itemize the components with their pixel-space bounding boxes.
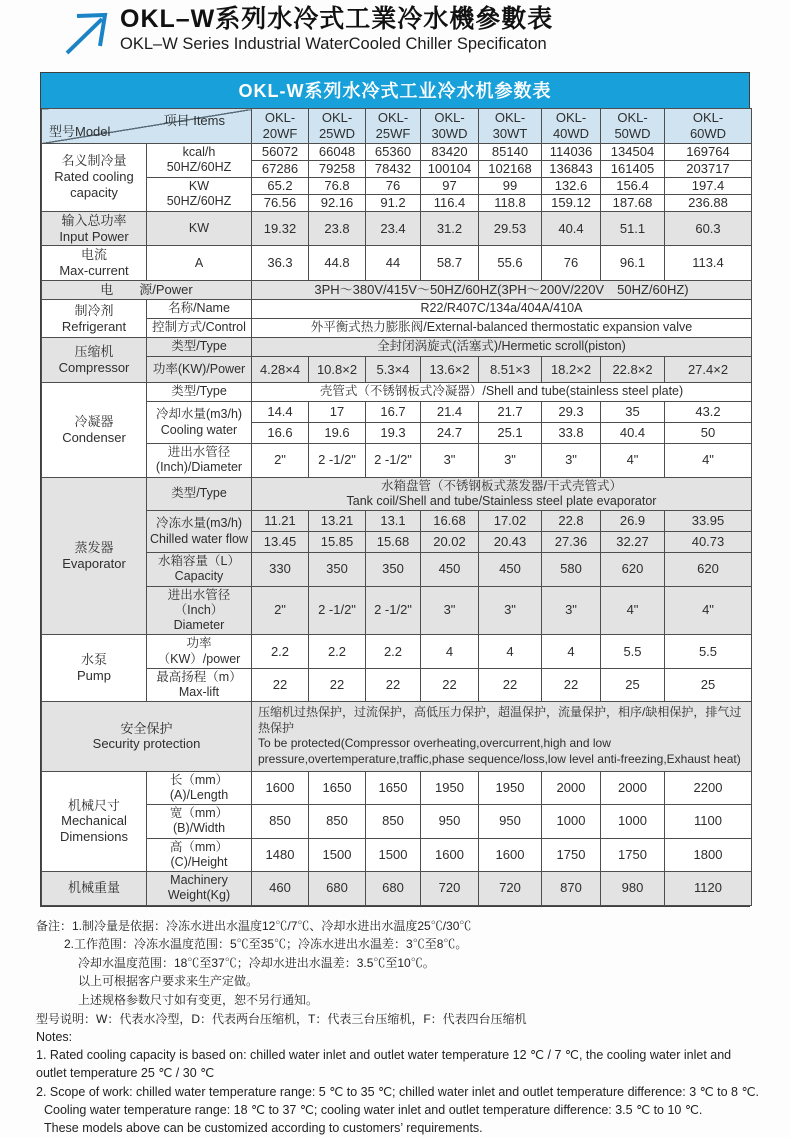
table-row: [42, 281, 752, 300]
value-cell: 450: [479, 553, 542, 587]
table-row: [42, 246, 752, 281]
value-cell: 13.1: [366, 511, 421, 532]
value-cell: 19.3: [366, 423, 421, 444]
value-cell: 65360: [366, 143, 421, 160]
value-cell: 24.7: [421, 423, 479, 444]
refrigerant-control-value: 外平衡式热力膨胀阀/External-balanced thermostatic expansion valve: [252, 319, 752, 338]
model-column-header: OKL- 20WF: [252, 109, 309, 144]
page-title: OKL–W系列水冷式工業冷水機參數表: [120, 5, 554, 33]
item-label-refrigerant-control: 控制方式/Control: [147, 319, 252, 338]
value-cell: 96.1: [601, 246, 665, 281]
value-cell: 83420: [421, 143, 479, 160]
value-cell: 25: [601, 668, 665, 702]
value-cell: 2 -1/2": [366, 586, 421, 635]
section-label-compressor: 压缩机 Compressor: [42, 338, 147, 383]
corner-items-label: 项目 Items: [163, 113, 225, 128]
value-cell: 19.32: [252, 211, 309, 246]
value-cell: 203717: [665, 160, 752, 177]
value-cell: 1100: [665, 805, 752, 839]
corner-cell: [42, 109, 252, 144]
value-cell: 22: [421, 668, 479, 702]
value-cell: 3": [542, 586, 601, 635]
value-cell: 8.51×3: [479, 357, 542, 383]
item-label-cooling-water: 冷却水量(m3/h) Cooling water: [147, 402, 252, 444]
value-cell: 3": [421, 586, 479, 635]
value-cell: 118.8: [479, 194, 542, 211]
note-line: Notes:: [36, 1030, 73, 1045]
item-label-weight: Machinery Weight(Kg): [147, 872, 252, 906]
value-cell: 15.68: [366, 532, 421, 553]
table-row: [42, 511, 752, 532]
value-cell: 3": [479, 444, 542, 478]
value-cell: 720: [479, 872, 542, 906]
table-row: [42, 300, 752, 319]
value-cell: 13.21: [309, 511, 366, 532]
value-cell: 23.4: [366, 211, 421, 246]
value-cell: 1650: [309, 771, 366, 805]
refrigerant-name-value: R22/R407C/134a/404A/410A: [252, 300, 752, 319]
value-cell: 43.2: [665, 402, 752, 423]
value-cell: 950: [421, 805, 479, 839]
value-cell: 20.43: [479, 532, 542, 553]
value-cell: 136843: [542, 160, 601, 177]
table-row: [42, 143, 752, 160]
table-row: [42, 668, 752, 702]
value-cell: 102168: [479, 160, 542, 177]
item-label-kcal: kcal/h 50HZ/60HZ: [147, 143, 252, 177]
value-cell: 161405: [601, 160, 665, 177]
model-column-header: OKL- 25WD: [309, 109, 366, 144]
item-label-pump-power: 功率（KW）/power: [147, 635, 252, 669]
value-cell: 25.1: [479, 423, 542, 444]
spec-table: [41, 108, 752, 906]
value-cell: 40.73: [665, 532, 752, 553]
value-cell: 950: [479, 805, 542, 839]
value-cell: 76: [542, 246, 601, 281]
model-column-header: OKL- 25WF: [366, 109, 421, 144]
note-line: 备注：1.制冷量是依据：冷冻水进出水温度12℃/7℃、冷却水进出水温度25℃/30℃: [36, 918, 472, 933]
value-cell: 33.95: [665, 511, 752, 532]
value-cell: 4": [665, 586, 752, 635]
section-label-evaporator: 蒸发器 Evaporator: [42, 477, 147, 635]
compressor-type-value: 全封闭涡旋式(活塞式)/Hermetic scroll(piston): [252, 338, 752, 357]
value-cell: 1950: [479, 771, 542, 805]
value-cell: 58.7: [421, 246, 479, 281]
value-cell: 680: [309, 872, 366, 906]
value-cell: 720: [421, 872, 479, 906]
value-cell: 97: [421, 177, 479, 194]
value-cell: 580: [542, 553, 601, 587]
value-cell: 1000: [542, 805, 601, 839]
table-row: [42, 872, 752, 906]
item-label-condenser-type: 类型/Type: [147, 383, 252, 402]
value-cell: 44.8: [309, 246, 366, 281]
value-cell: 4: [479, 635, 542, 669]
value-cell: 76.8: [309, 177, 366, 194]
value-cell: 67286: [252, 160, 309, 177]
value-cell: 26.9: [601, 511, 665, 532]
value-cell: 16.7: [366, 402, 421, 423]
value-cell: 1650: [366, 771, 421, 805]
value-cell: 10.8×2: [309, 357, 366, 383]
value-cell: 1000: [601, 805, 665, 839]
value-cell: 19.6: [309, 423, 366, 444]
table-row: [42, 109, 752, 144]
value-cell: 980: [601, 872, 665, 906]
value-cell: 14.4: [252, 402, 309, 423]
value-cell: 116.4: [421, 194, 479, 211]
value-cell: 2.2: [252, 635, 309, 669]
value-cell: 78432: [366, 160, 421, 177]
note-line: 2.工作范围：冷冻水温度范围：5℃至35℃；冷冻水进出水温差：3℃至8℃。: [64, 937, 468, 952]
item-label-evaporator-pipe: 进出水管径（Inch） Diameter: [147, 586, 252, 635]
value-cell: 4": [601, 586, 665, 635]
value-cell: 4": [665, 444, 752, 478]
table-row: [42, 553, 752, 587]
item-label-current-unit: A: [147, 246, 252, 281]
section-label-cooling: 名义制冷量 Rated cooling capacity: [42, 143, 147, 211]
value-cell: 2200: [665, 771, 752, 805]
model-column-header: OKL- 30WD: [421, 109, 479, 144]
notes-section: [36, 917, 760, 1137]
value-cell: 1750: [601, 838, 665, 872]
section-label-pump: 水泵 Pump: [42, 635, 147, 702]
value-cell: 350: [309, 553, 366, 587]
value-cell: 850: [366, 805, 421, 839]
value-cell: 44: [366, 246, 421, 281]
value-cell: 460: [252, 872, 309, 906]
table-title: OKL-W系列水冷式工业冷水机参数表: [41, 73, 749, 108]
value-cell: 92.16: [309, 194, 366, 211]
value-cell: 17.02: [479, 511, 542, 532]
section-label-max-current: 电流 Max-current: [42, 246, 147, 281]
value-cell: 51.1: [601, 211, 665, 246]
value-cell: 22.8×2: [601, 357, 665, 383]
value-cell: 22: [309, 668, 366, 702]
note-line: 冷却水温度范围：18℃至37℃；冷却水进出水温差：3.5℃至10℃。: [78, 955, 435, 970]
model-column-header: OKL- 60WD: [665, 109, 752, 144]
value-cell: 350: [366, 553, 421, 587]
table-row: [42, 383, 752, 402]
item-label-input-power-unit: KW: [147, 211, 252, 246]
value-cell: 100104: [421, 160, 479, 177]
value-cell: 65.2: [252, 177, 309, 194]
table-row: [42, 838, 752, 872]
value-cell: 1800: [665, 838, 752, 872]
value-cell: 33.8: [542, 423, 601, 444]
table-row: [42, 635, 752, 669]
value-cell: 18.2×2: [542, 357, 601, 383]
value-cell: 2000: [601, 771, 665, 805]
section-label-condenser: 冷凝器 Condenser: [42, 383, 147, 478]
note-line: Cooling water temperature range: 18 ℃ to 37 ℃; cooling water inlet and outlet temperature difference: 3.5 ℃ to 10 ℃.: [44, 1102, 703, 1117]
value-cell: 870: [542, 872, 601, 906]
value-cell: 56072: [252, 143, 309, 160]
table-row: [42, 357, 752, 383]
item-label-width: 宽（mm）(B)/Width: [147, 805, 252, 839]
value-cell: 197.4: [665, 177, 752, 194]
value-cell: 620: [665, 553, 752, 587]
table-row: [42, 477, 752, 511]
value-cell: 2": [252, 586, 309, 635]
item-label-kw: KW 50HZ/60HZ: [147, 177, 252, 211]
value-cell: 31.2: [421, 211, 479, 246]
value-cell: 2.2: [309, 635, 366, 669]
model-column-header: OKL- 30WT: [479, 109, 542, 144]
note-line: 型号说明：W：代表水冷型，D：代表两台压缩机，T：代表三台压缩机，F：代表四台压缩机: [36, 1011, 527, 1026]
note-line: 2. Scope of work: chilled water temperature range: 5 ℃ to 35 ℃; chilled water inlet and outlet temperature difference: 3 ℃ to 8 ℃.: [36, 1084, 759, 1099]
value-cell: 1500: [366, 838, 421, 872]
value-cell: 187.68: [601, 194, 665, 211]
value-cell: 35: [601, 402, 665, 423]
value-cell: 236.88: [665, 194, 752, 211]
value-cell: 13.45: [252, 532, 309, 553]
table-row: [42, 338, 752, 357]
value-cell: 2.2: [366, 635, 421, 669]
note-line: 1. Rated cooling capacity is based on: chilled water inlet and outlet water temperature 12 ℃ / 7 ℃, the cooling water inlet and outlet temperature 25 ℃ / 30 ℃: [36, 1048, 732, 1081]
value-cell: 55.6: [479, 246, 542, 281]
item-label-evaporator-type: 类型/Type: [147, 477, 252, 511]
value-cell: 20.02: [421, 532, 479, 553]
value-cell: 3": [421, 444, 479, 478]
item-label-max-lift: 最高扬程（m） Max-lift: [147, 668, 252, 702]
value-cell: 330: [252, 553, 309, 587]
item-label-height: 高（mm）(C)/Height: [147, 838, 252, 872]
value-cell: 85140: [479, 143, 542, 160]
value-cell: 114036: [542, 143, 601, 160]
value-cell: 2": [252, 444, 309, 478]
value-cell: 27.36: [542, 532, 601, 553]
value-cell: 1120: [665, 872, 752, 906]
section-label-input-power: 输入总功率 Input Power: [42, 211, 147, 246]
value-cell: 1950: [421, 771, 479, 805]
value-cell: 4.28×4: [252, 357, 309, 383]
value-cell: 850: [309, 805, 366, 839]
value-cell: 4": [601, 444, 665, 478]
value-cell: 66048: [309, 143, 366, 160]
table-row: [42, 805, 752, 839]
value-cell: 91.2: [366, 194, 421, 211]
value-cell: 13.6×2: [421, 357, 479, 383]
value-cell: 15.85: [309, 532, 366, 553]
corner-model-label: 型号Model: [49, 123, 111, 139]
table-row: [42, 702, 752, 771]
value-cell: 11.21: [252, 511, 309, 532]
note-line: These models above can be customized according to customers’ requirements.: [44, 1120, 483, 1135]
value-cell: 1600: [421, 838, 479, 872]
item-label-compressor-type: 类型/Type: [147, 338, 252, 357]
value-cell: 2000: [542, 771, 601, 805]
section-label-dimensions: 机械尺寸 Mechanical Dimensions: [42, 771, 147, 872]
table-row: [42, 444, 752, 478]
value-cell: 1500: [309, 838, 366, 872]
value-cell: 17: [309, 402, 366, 423]
table-row: [42, 402, 752, 423]
value-cell: 40.4: [601, 423, 665, 444]
value-cell: 22: [366, 668, 421, 702]
item-label-length: 长（mm）(A)/Length: [147, 771, 252, 805]
value-cell: 50: [665, 423, 752, 444]
value-cell: 32.27: [601, 532, 665, 553]
value-cell: 2 -1/2": [366, 444, 421, 478]
table-row: [42, 319, 752, 338]
value-cell: 76.56: [252, 194, 309, 211]
value-cell: 36.3: [252, 246, 309, 281]
model-column-header: OKL- 40WD: [542, 109, 601, 144]
value-cell: 25: [665, 668, 752, 702]
value-cell: 169764: [665, 143, 752, 160]
item-label-condenser-pipe: 进出水管径 (Inch)/Diameter: [147, 444, 252, 478]
value-cell: 620: [601, 553, 665, 587]
value-cell: 22.8: [542, 511, 601, 532]
value-cell: 29.53: [479, 211, 542, 246]
value-cell: 16.68: [421, 511, 479, 532]
value-cell: 156.4: [601, 177, 665, 194]
value-cell: 5.3×4: [366, 357, 421, 383]
value-cell: 60.3: [665, 211, 752, 246]
evaporator-type-value: 水箱盘管（不锈钢板式蒸发器/干式壳管式） Tank coil/Shell and tube/Stainless steel plate evaporator: [252, 477, 752, 511]
section-label-refrigerant: 制冷剂 Refrigerant: [42, 300, 147, 338]
note-line: 以上可根据客户要求来生产定做。: [78, 974, 259, 989]
value-cell: 3": [479, 586, 542, 635]
section-label-security: 安全保护 Security protection: [42, 702, 252, 771]
value-cell: 21.4: [421, 402, 479, 423]
value-cell: 4: [421, 635, 479, 669]
model-column-header: OKL- 50WD: [601, 109, 665, 144]
item-label-chilled-water-flow: 冷冻水量(m3/h) Chilled water flow: [147, 511, 252, 553]
value-cell: 159.12: [542, 194, 601, 211]
value-cell: 79258: [309, 160, 366, 177]
value-cell: 5.5: [601, 635, 665, 669]
value-cell: 29.3: [542, 402, 601, 423]
value-cell: 2 -1/2": [309, 444, 366, 478]
value-cell: 16.6: [252, 423, 309, 444]
value-cell: 22: [542, 668, 601, 702]
item-label-tank-capacity: 水箱容量（L） Capacity: [147, 553, 252, 587]
section-label-weight: 机械重量: [42, 872, 147, 906]
table-row: [42, 177, 752, 194]
page-header: [0, 0, 790, 62]
value-cell: 132.6: [542, 177, 601, 194]
value-cell: 22: [479, 668, 542, 702]
value-cell: 99: [479, 177, 542, 194]
condenser-type-value: 壳管式（不锈钢板式冷凝器）/Shell and tube(stainless steel plate): [252, 383, 752, 402]
value-cell: 3": [542, 444, 601, 478]
value-cell: 1600: [252, 771, 309, 805]
value-cell: 76: [366, 177, 421, 194]
page-subtitle: OKL–W Series Industrial WaterCooled Chiller Specificaton: [120, 34, 547, 53]
value-cell: 850: [252, 805, 309, 839]
value-cell: 450: [421, 553, 479, 587]
value-cell: 21.7: [479, 402, 542, 423]
arrow-logo-icon: [62, 8, 114, 58]
value-cell: 680: [366, 872, 421, 906]
value-cell: 40.4: [542, 211, 601, 246]
value-cell: 4: [542, 635, 601, 669]
value-cell: 113.4: [665, 246, 752, 281]
note-line: 上述规格参数尺寸如有变更，恕不另行通知。: [78, 993, 319, 1008]
table-row: [42, 771, 752, 805]
power-supply-label: 电 源/Power: [42, 281, 252, 300]
item-label-compressor-power: 功率(KW)/Power: [147, 357, 252, 383]
power-supply-value: 3PH～380V/415V～50HZ/60HZ(3PH～200V/220V 50HZ/60HZ): [252, 281, 752, 300]
value-cell: 27.4×2: [665, 357, 752, 383]
value-cell: 5.5: [665, 635, 752, 669]
table-row: [42, 211, 752, 246]
spec-table-container: [40, 72, 750, 907]
value-cell: 23.8: [309, 211, 366, 246]
value-cell: 22: [252, 668, 309, 702]
security-protection-text: 压缩机过热保护，过流保护，高低压力保护，超温保护，流量保护，相序/缺相保护，排气过热保护 To be protected(Compressor overheating,overcurrent,high and low pressure,overtemperature,traffic,phase sequence/loss,low level anti-freezing,Exhaust heat): [252, 702, 752, 771]
value-cell: 1600: [479, 838, 542, 872]
value-cell: 2 -1/2": [309, 586, 366, 635]
table-row: [42, 586, 752, 635]
item-label-refrigerant-name: 名称/Name: [147, 300, 252, 319]
value-cell: 1750: [542, 838, 601, 872]
value-cell: 134504: [601, 143, 665, 160]
value-cell: 1480: [252, 838, 309, 872]
